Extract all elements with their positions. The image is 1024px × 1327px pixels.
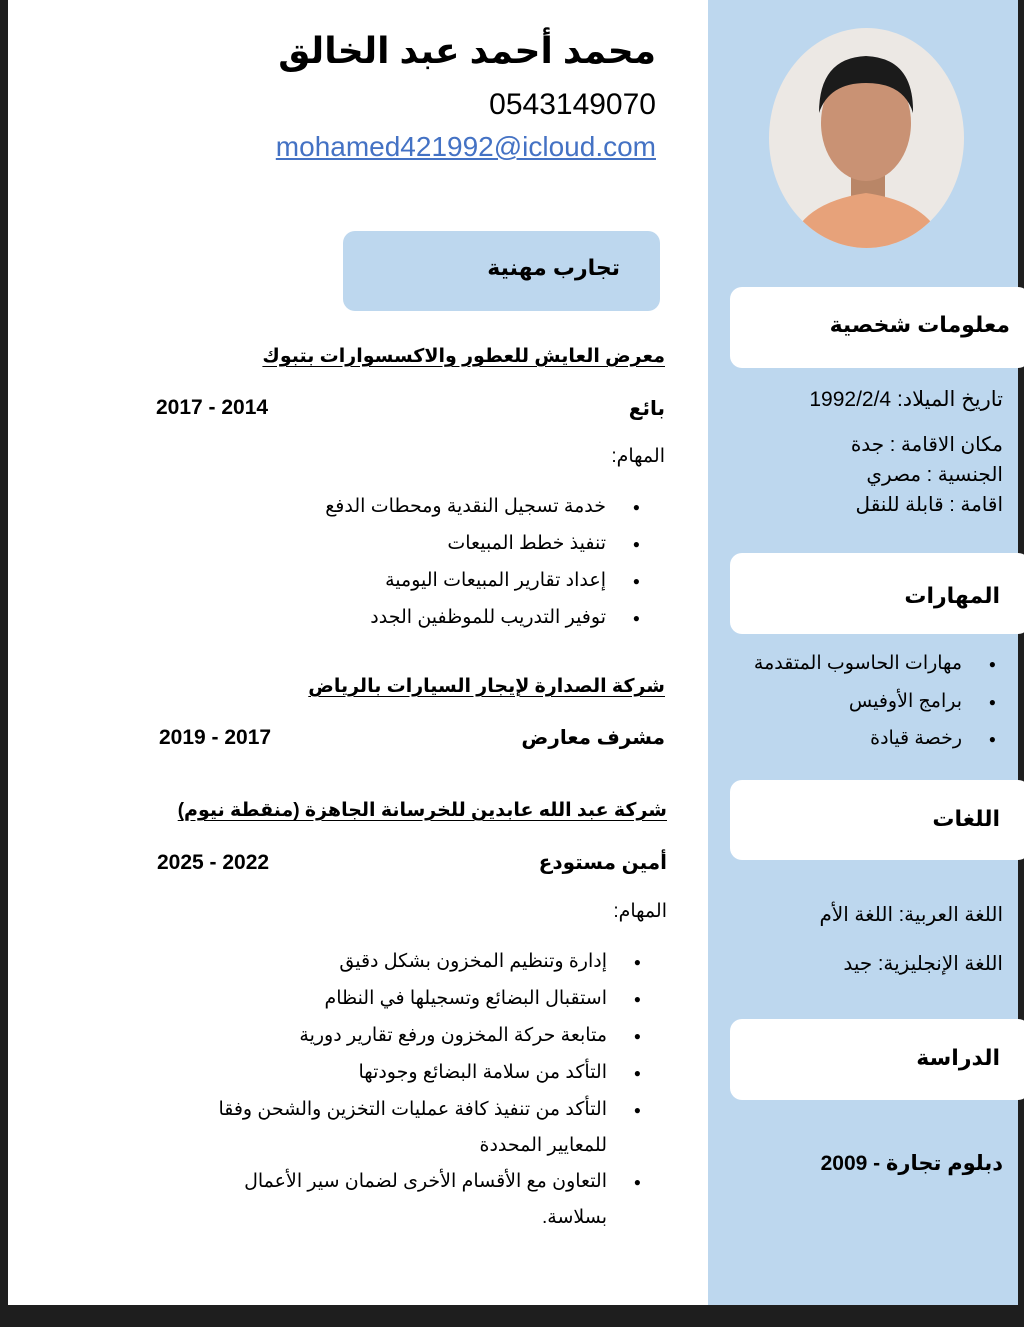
task-item: ● إدارة وتنظيم المخزون بشكل دقيق <box>339 950 607 973</box>
task-item-continuation: للمعايير المحددة <box>479 1135 607 1156</box>
job-period: 2017 - 2014 <box>156 396 269 419</box>
nationality: الجنسية : مصري <box>866 464 1003 486</box>
skill-item: ● مهارات الحاسوب المتقدمة <box>754 652 962 675</box>
job-role: بائع <box>628 398 665 420</box>
education-item: دبلوم تجارة - 2009 <box>820 1152 1003 1175</box>
personal-info-title: معلومات شخصية <box>829 312 1010 337</box>
task-item: ● توفير التدريب للموظفين الجدد <box>370 606 606 629</box>
job-company: معرض العايش للعطور والاكسسوارات بتبوك <box>262 346 665 367</box>
job-role: أمين مستودع <box>538 852 667 874</box>
tasks-label: المهام: <box>611 446 665 467</box>
phone-number: 0543149070 <box>489 88 656 121</box>
languages-title: اللغات <box>932 806 1000 831</box>
birth-date: تاريخ الميلاد: 1992/2/4 <box>809 388 1003 411</box>
task-item: ● خدمة تسجيل النقدية ومحطات الدفع <box>325 495 606 518</box>
task-item: ● استقبال البضائع وتسجيلها في النظام <box>324 987 607 1010</box>
residency-permit: اقامة : قابلة للنقل <box>855 494 1003 516</box>
task-item: ● التأكد من تنفيذ كافة عمليات التخزين والشحن وفقا <box>218 1098 607 1121</box>
education-title: الدراسة <box>916 1045 1000 1070</box>
task-item: ● إعداد تقارير المبيعات اليومية <box>385 569 606 592</box>
residence: مكان الاقامة : جدة <box>850 434 1003 456</box>
personal-info-header <box>730 287 1024 368</box>
job-company: شركة عبد الله عابدين للخرسانة الجاهزة (منقطة نيوم) <box>177 800 667 821</box>
skill-item: ● برامج الأوفيس <box>849 690 962 713</box>
task-item: ● التأكد من سلامة البضائع وجودتها <box>359 1061 607 1084</box>
language-item: اللغة الإنجليزية: جيد <box>843 953 1003 975</box>
skill-item: ● رخصة قيادة <box>870 727 962 750</box>
task-item: ● متابعة حركة المخزون ورفع تقارير دورية <box>299 1024 607 1047</box>
email-link[interactable]: mohamed421992@icloud.com <box>275 131 656 162</box>
languages-header <box>730 780 1024 860</box>
job-period: 2025 - 2022 <box>157 851 270 874</box>
language-item: اللغة العربية: اللغة الأم <box>819 904 1003 926</box>
profile-photo <box>769 28 964 248</box>
tasks-label: المهام: <box>613 901 667 922</box>
skills-header <box>730 553 1024 634</box>
skills-title: المهارات <box>904 583 1000 608</box>
job-period: 2019 - 2017 <box>159 726 272 749</box>
task-item-continuation: بسلاسة. <box>542 1207 607 1228</box>
task-item: ● تنفيذ خطط المبيعات <box>447 532 606 555</box>
task-item: ● التعاون مع الأقسام الأخرى لضمان سير الأعمال <box>244 1170 607 1193</box>
experience-section-header <box>343 231 660 311</box>
job-company: شركة الصدارة لإيجار السيارات بالرياض <box>308 676 665 697</box>
education-header <box>730 1019 1024 1100</box>
experience-title: تجارب مهنية <box>487 255 620 280</box>
candidate-name: محمد أحمد عبد الخالق <box>278 30 656 71</box>
job-role: مشرف معارض <box>521 727 665 749</box>
